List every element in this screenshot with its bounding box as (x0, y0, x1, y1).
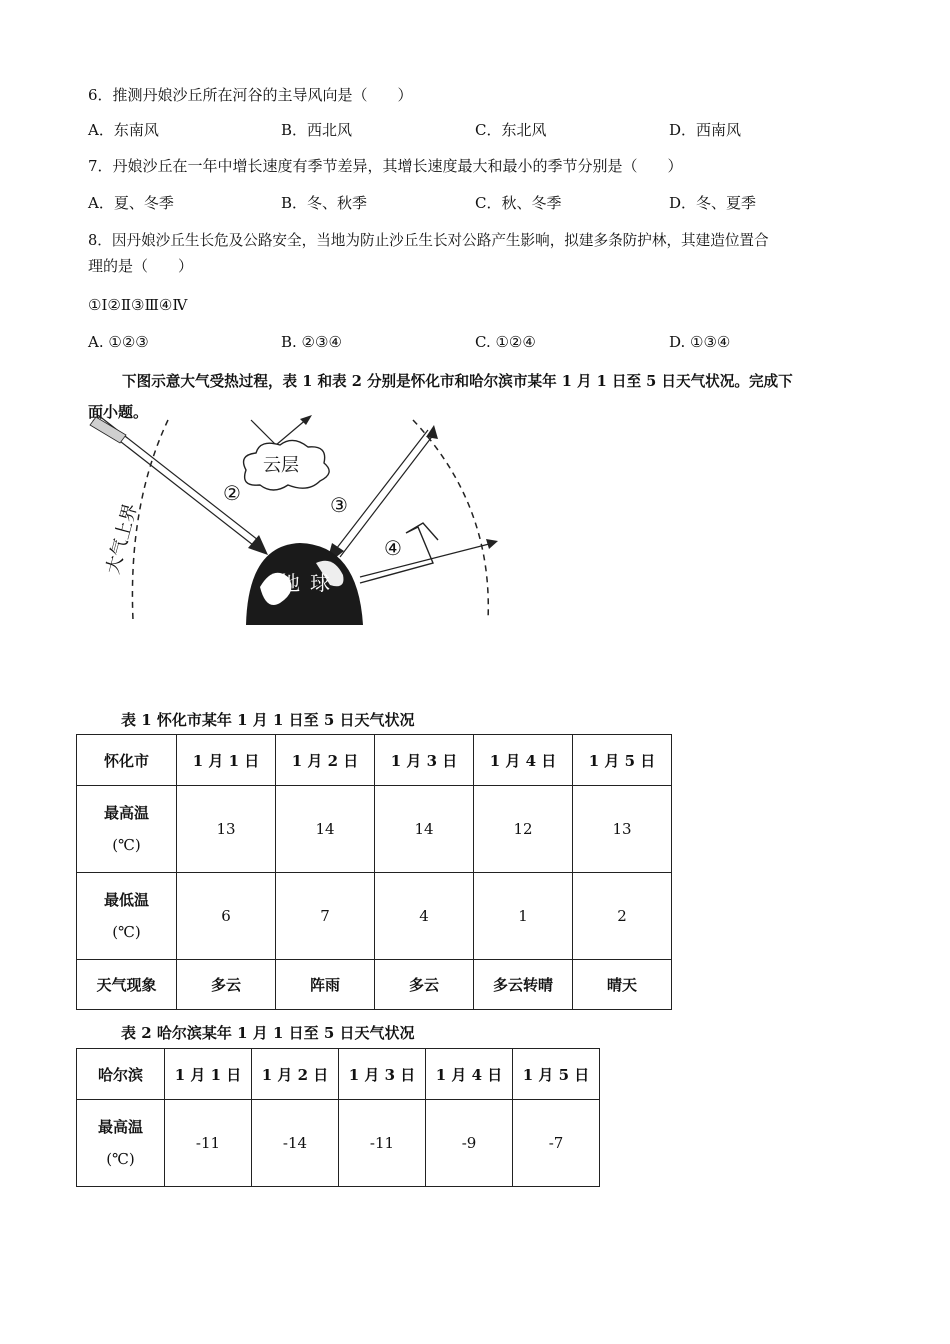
table1-header-city: 怀化市 (77, 735, 177, 786)
marker-4: ④ (384, 536, 402, 560)
table-cell: -11 (339, 1100, 426, 1187)
table2-row-max-temp (77, 1100, 600, 1187)
q8-option-d[interactable]: D. ①③④ (669, 333, 731, 351)
q8-stem-line1: 8．因丹娘沙丘生长危及公路安全，当地为防止沙丘生长对公路产生影响，拟建多条防护林，其建造位置合 (88, 232, 769, 249)
cloud-label: 云层 (263, 455, 299, 476)
atmosphere-boundary-arc-right (413, 420, 488, 620)
table-cell: -7 (513, 1100, 600, 1187)
table-cell: 4 (375, 873, 474, 960)
table-cell: 晴天 (573, 960, 672, 1010)
table-cell: 14 (375, 786, 474, 873)
table-cell: -11 (165, 1100, 252, 1187)
table1-header-day4: 1 月 4 日 (474, 735, 573, 786)
intro-line1: 下图示意大气受热过程，表 1 和表 2 分别是怀化市和哈尔滨市某年 1 月 1 日至 5 日天气状况。完成下 (122, 373, 793, 390)
cloud-icon (244, 440, 330, 490)
table1-header-day1: 1 月 1 日 (177, 735, 276, 786)
table2-header-city: 哈尔滨 (77, 1049, 165, 1100)
table1-row-min-temp (77, 873, 672, 960)
table1-label-max-temp (77, 786, 177, 873)
q7-option-b[interactable]: B．冬、秋季 (281, 194, 368, 212)
table2-header-day4: 1 月 4 日 (426, 1049, 513, 1100)
table1-label-weather: 天气现象 (77, 960, 177, 1010)
q7-option-d[interactable]: D．冬、夏季 (669, 194, 757, 212)
q6-option-d[interactable]: D．西南风 (669, 121, 742, 139)
table2-header-day5: 1 月 5 日 (513, 1049, 600, 1100)
table-cell: 多云 (375, 960, 474, 1010)
table1-label-max-temp-name: 最高温 (103, 804, 149, 822)
table2-header-day1: 1 月 1 日 (165, 1049, 252, 1100)
table-cell: -14 (252, 1100, 339, 1187)
q6-option-a[interactable]: A．东南风 (88, 121, 159, 139)
table2-header-day2: 1 月 2 日 (252, 1049, 339, 1100)
table-cell: 多云转晴 (474, 960, 573, 1010)
table-cell: 13 (573, 786, 672, 873)
q7-option-c[interactable]: C．秋、冬季 (475, 194, 562, 212)
table-cell: 14 (276, 786, 375, 873)
table2-header-day3: 1 月 3 日 (339, 1049, 426, 1100)
q8-choices: ①Ⅰ②Ⅱ③Ⅲ④Ⅳ (88, 296, 188, 314)
table-cell: 12 (474, 786, 573, 873)
table2-harbin (76, 1048, 600, 1187)
table1-header-row (77, 735, 672, 786)
table-cell: 1 (474, 873, 573, 960)
table-cell: 7 (276, 873, 375, 960)
table1-label-min-temp-unit: (℃) (112, 923, 141, 941)
table1-row-weather (77, 960, 672, 1010)
q6-option-b[interactable]: B．西北风 (281, 121, 353, 139)
marker-3: ③ (330, 493, 348, 517)
table1-row-max-temp (77, 786, 672, 873)
table2-label-max-temp-unit: (℃) (106, 1150, 135, 1168)
table1-label-min-temp (77, 873, 177, 960)
q8-option-c[interactable]: C. ①②④ (475, 333, 536, 351)
arrow-4-ground-radiation (360, 523, 498, 583)
q8-option-a[interactable]: A. ①②③ (88, 333, 149, 351)
q6-option-c[interactable]: C．东北风 (475, 121, 547, 139)
table2-label-max-temp-name: 最高温 (97, 1118, 143, 1136)
atmosphere-label: 大气上界 (102, 501, 142, 577)
table-cell: 2 (573, 873, 672, 960)
table-cell: 多云 (177, 960, 276, 1010)
atmosphere-heating-diagram (88, 415, 518, 625)
table2-label-max-temp (77, 1100, 165, 1187)
q7-stem: 7．丹娘沙丘在一年中增长速度有季节差异，其增长速度最大和最小的季节分别是（ ） (88, 157, 683, 175)
earth-label: 地球 (280, 571, 340, 595)
table1-label-min-temp-name: 最低温 (103, 891, 149, 909)
q8-stem-line2: 理的是（ ） (88, 257, 194, 275)
q7-option-a[interactable]: A．夏、冬季 (88, 194, 174, 212)
table-cell: 6 (177, 873, 276, 960)
table1-caption: 表 1 怀化市某年 1 月 1 日至 5 日天气状况 (121, 711, 415, 729)
table-cell: 13 (177, 786, 276, 873)
table1-header-day5: 1 月 5 日 (573, 735, 672, 786)
earth-icon (246, 543, 363, 625)
table2-caption: 表 2 哈尔滨某年 1 月 1 日至 5 日天气状况 (121, 1024, 415, 1042)
q8-option-b[interactable]: B. ②③④ (281, 333, 342, 351)
table1-header-day2: 1 月 2 日 (276, 735, 375, 786)
table1-label-max-temp-unit: (℃) (112, 836, 141, 854)
q6-stem: 6．推测丹娘沙丘所在河谷的主导风向是（ ） (88, 86, 413, 104)
marker-2: ② (223, 481, 241, 505)
table-cell: -9 (426, 1100, 513, 1187)
table1-header-day3: 1 月 3 日 (375, 735, 474, 786)
table1-huaihua (76, 734, 672, 1010)
reflection-arrow (251, 415, 312, 445)
intro-line2: 面小题。 (88, 403, 149, 421)
table-cell: 阵雨 (276, 960, 375, 1010)
table2-header-row (77, 1049, 600, 1100)
